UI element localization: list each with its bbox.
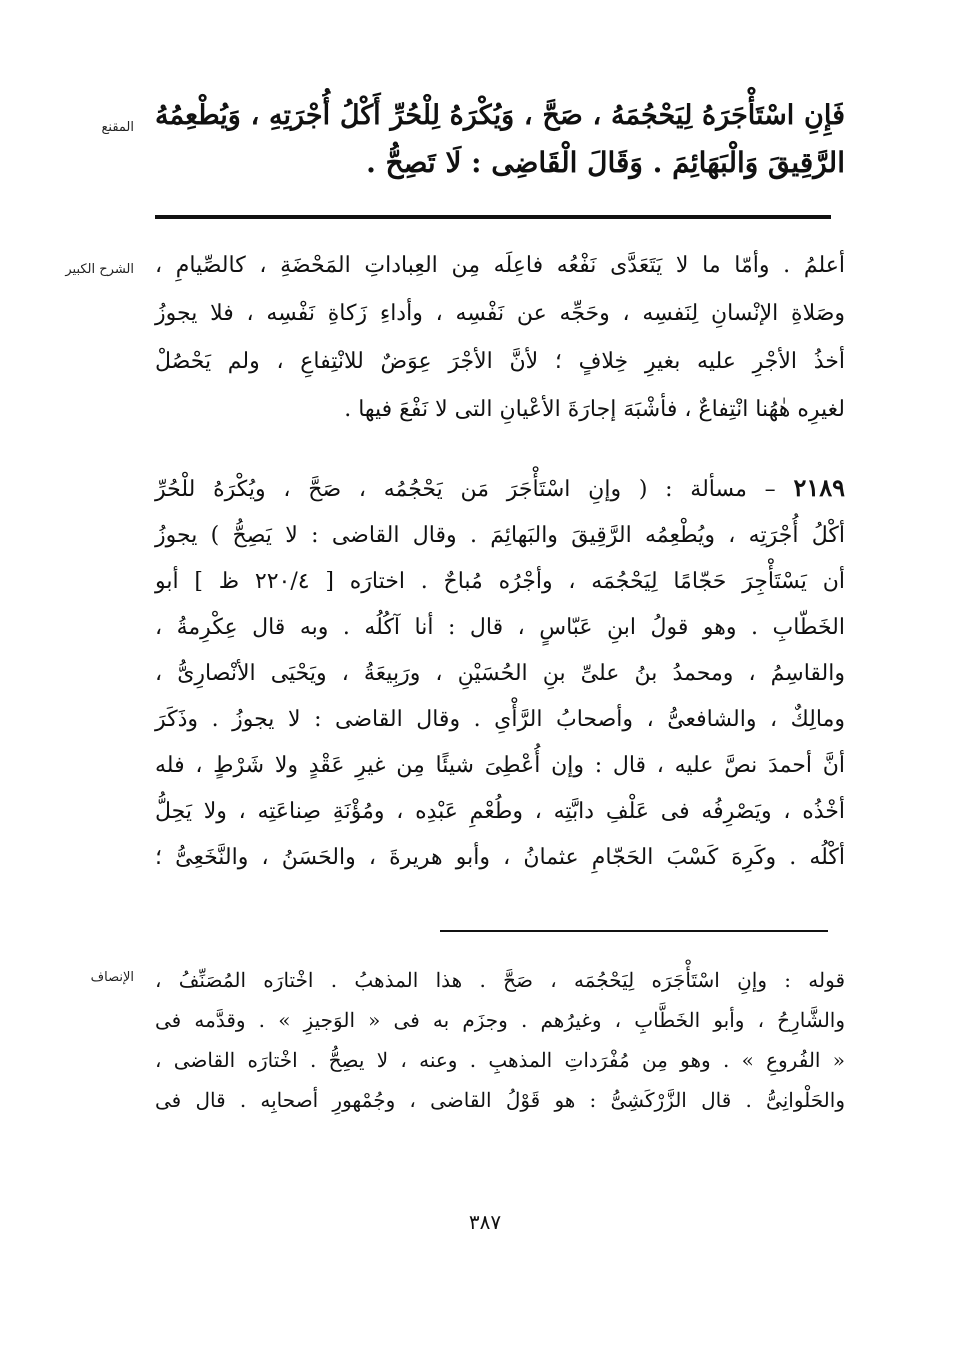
masala-line-7: أنَّ أحمدَ نصَّ عليه ، قال : وإن أُعْطِىَ شيئًا مِن غيرِ عَقْدٍ ولا شَرْطٍ ، فله [155,753,845,778]
masala-line-3: أن يَسْتَأْجِرَ حَجّامًا لِيَحْجُمَه ، وأجْرُه مُباحٌ . اختارَه [ ٢٢٠/٤ ظ ] أبو [155,569,845,594]
masala-heading-line [155,465,845,513]
muqni-line-1: فَإِنِ اسْتَأْجَرَهُ لِيَحْجُمَهُ ، صَحَّ ، وَيُكْرَهُ لِلْحُرِّ أَكْلُ أُجْرَتِهِ ، وَيُطْعِمُهُ [155,100,845,131]
margin-label-muqni: المقنع [101,120,134,135]
sharh-line-4: لغيرِه هٰهُنا انْتِفاعٌ ، فأشْبَهَ إجارَةَ الأعْيانِ التى لا نَفْعَ فيها . [344,397,845,422]
masala-line-4: الخَطّابِ . وهو قولُ ابنِ عَبّاسٍ ، قال : أنا آكُلُه . وبه قال عِكْرِمةُ ، [155,615,845,640]
sharh-text-block [155,242,845,434]
masala-line-8: أخْذُه ، ويَصْرِفُه فى عَلْفِ دابَّتِه ، وطُعْمِ عَبْدِه ، ومُؤْنَةِ صِناعَتِه ، ولا يَحِلُّ [155,799,845,824]
muqni-text-block [155,92,845,186]
insaf-line-2: والشَّارِحُ ، وأبو الخَطَّابِ ، وغيرُهم . وجزَم به فى « الوَجيزِ » . وقدَّمه فى [155,1008,845,1032]
section-divider-thick [155,215,831,219]
masala-text-block [155,465,845,881]
section-divider-thin [440,930,828,932]
masala-intro: – مسألة : ( وإنِ اسْتَأْجَرَ مَن يَحْجُمُه ، صَحَّ ، ويُكْرَهُ للْحُرِّ [155,477,776,502]
insaf-line-1: قوله : وإنِ اسْتَأْجَرَه لِيَحْجُمَه ، صَحَّ . هذا المذهبُ . اخْتارَه المُصَنِّفُ ، [155,968,845,992]
masala-line-2: أكْلُ أُجْرَتِه ، ويُطْعِمُه الرَّقِيقَ والبَهائِمَ . وقال القاضى : لا يَصِحُّ ) يجوزُ [155,523,845,548]
muqni-line-2: الرَّقِيقَ وَالْبَهَائِمَ . وَقَالَ الْقَاضِى : لَا تَصِحُّ . [366,146,845,179]
insaf-line-4: والحَلْوانِىُّ . قال الزَّرْكَشِىُّ : هو قَوْلُ القاضى ، وجُمْهورِ أصحابِه . قال فى [155,1088,845,1112]
insaf-line-3: « الفُروعِ » . وهو مِن مُفْرَداتِ المذهبِ . وعنه ، لا يصِحُّ . اخْتارَه القاضى ، [155,1048,845,1072]
margin-label-insaf: الإنصاف [90,970,134,985]
masala-line-6: ومالِكٌ ، والشافعىُّ ، وأصحابُ الرَّأْىِ . وقال القاضى : لا يجوزُ . وذَكَرَ [155,707,845,732]
masala-number: ٢١٨٩ [793,473,845,502]
margin-label-sharh: الشرح الكبير [65,262,134,277]
sharh-line-3: أخذُ الأجْرِ عليه بغيرِ خِلافٍ ؛ لأنَّ الأجْرَ عِوَضٌ للانْتِفاعِ ، ولم يَحْصُلْ [155,349,845,374]
sharh-line-2: وصَلاةِ الإنْسانِ لِنَفسِه ، وحَجِّه عن نَفْسِه ، وأداءِ زَكاةِ نَفْسِه ، فلا يجوزُ [155,301,845,326]
insaf-text-block [155,960,845,1120]
masala-line-5: والقاسِمُ ، ومحمدُ بنُ علىِّ بنِ الحُسَيْنِ ، ورَبِيعَةُ ، ويَحْيَى الأنْصارِىُّ ، [155,661,845,686]
sharh-line-1: أعلمُ . وأمّا ما لا يَتَعَدَّى نَفْعُه فاعِلَه مِن العِباداتِ المَحْضَةِ ، كالصِّيامِ ، [155,253,845,278]
page-number: ٣٨٧ [468,1210,502,1234]
masala-line-9: أكْلُه . وكَرِهَ كَسْبَ الحَجّامِ عثمانُ ، وأبو هريرةَ ، والحَسَنُ ، والنَّخَعِىُّ ؛ [155,845,845,870]
